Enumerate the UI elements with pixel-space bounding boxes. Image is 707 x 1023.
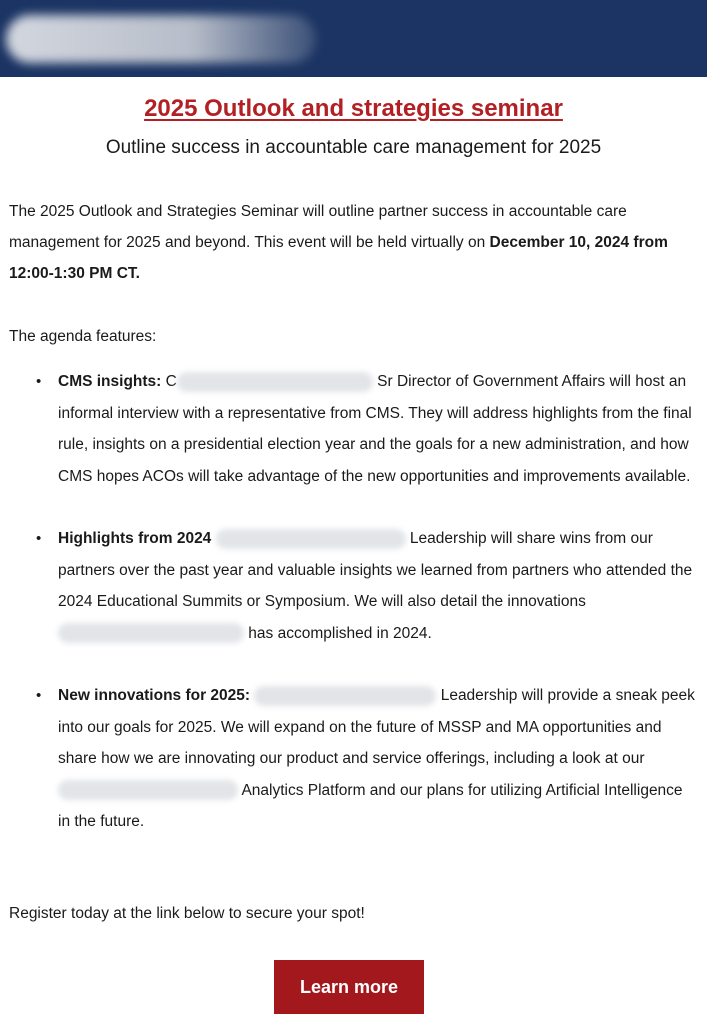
- agenda-text: has accomplished in 2024.: [244, 624, 432, 642]
- agenda-text: Leadership will share wins from our partners over the past year and valuable insights we learned from partners who attended the 2024 Educational Summits or Symposium. We will also detail the innovations: [58, 530, 693, 610]
- event-date: December 10, 2024 from 12:00-1:30 PM CT.: [9, 234, 668, 282]
- bullet-icon: •: [36, 530, 42, 547]
- redacted-logo: [6, 15, 316, 63]
- closing-text: Register today at the link below to secure your spot!: [9, 905, 365, 922]
- learn-more-button[interactable]: Learn more: [274, 960, 424, 1014]
- agenda-heading: Highlights from 2024: [58, 530, 212, 547]
- agenda-text: Analytics Platform and our plans for utilizing Artificial Intelligence in the future.: [58, 781, 683, 830]
- redacted-name: [254, 686, 436, 706]
- agenda-item-cms-insights: [0, 366, 707, 492]
- page-subtitle: Outline success in accountable care management for 2025: [105, 137, 602, 158]
- redacted-name: [58, 780, 238, 800]
- header-bar: [0, 0, 707, 77]
- agenda-item-new-innovations: [0, 680, 707, 838]
- redacted-name: [177, 372, 373, 392]
- agenda-heading: CMS insights:: [58, 373, 162, 390]
- agenda-item-highlights-2024: [0, 523, 707, 649]
- redacted-name: [58, 623, 244, 643]
- agenda-text: Sr Director of Government Affairs will host an informal interview with a representative from CMS. They will address highlights from the final rule, insights on a presidential election year and the goals for a new administration, and how CMS hopes ACOs will take advantage of the new opportunities and improvements available.: [58, 373, 692, 485]
- bullet-icon: •: [36, 373, 42, 390]
- agenda-heading: New innovations for 2025:: [58, 687, 251, 704]
- agenda-label: The agenda features:: [9, 328, 157, 345]
- agenda-text: C: [161, 373, 177, 390]
- bullet-icon: •: [36, 687, 42, 704]
- agenda-text: Leadership will provide a sneak peek into our goals for 2025. We will expand on the future of MSSP and MA opportunities and share how we are innovating our product and service offerings, including a look at our: [58, 687, 695, 767]
- page-title: 2025 Outlook and strategies seminar: [144, 95, 563, 122]
- agenda-list: [0, 366, 707, 838]
- redacted-name: [216, 529, 406, 549]
- intro-text: The 2025 Outlook and Strategies Seminar will outline partner success in accountable care management for 2025 and beyond. This event will be held virtually on: [9, 203, 627, 251]
- intro-paragraph: [9, 196, 699, 289]
